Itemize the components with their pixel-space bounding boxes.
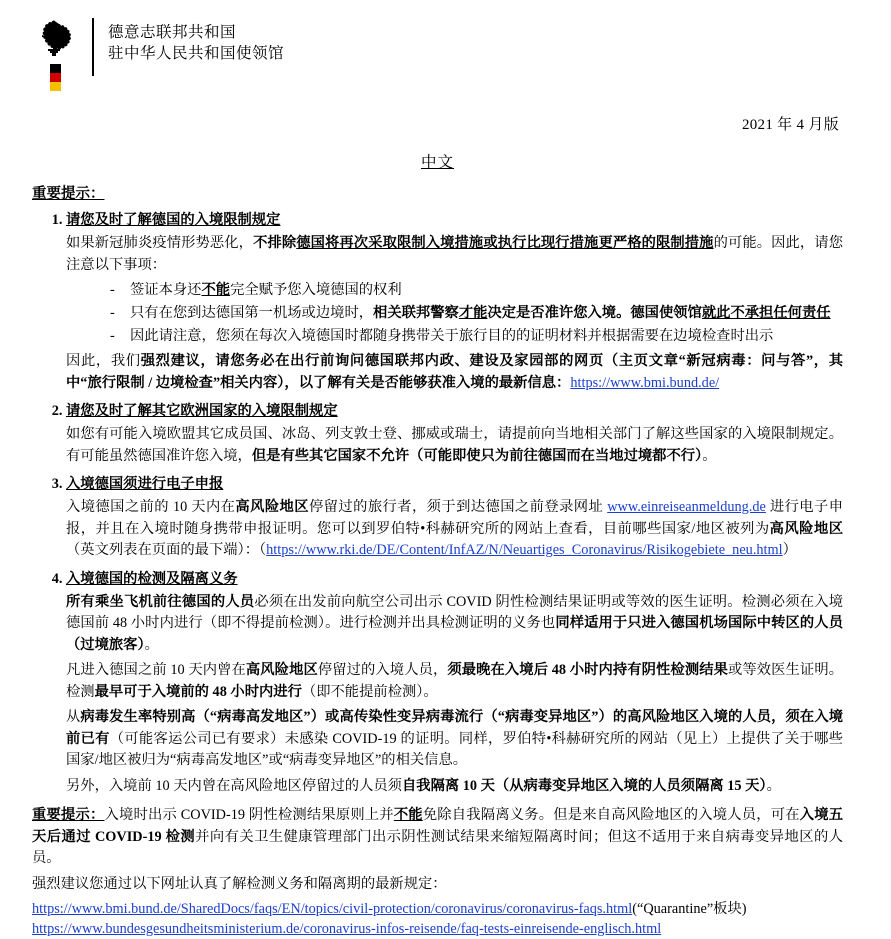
footer-link-row	[32, 919, 843, 939]
document-title: 中文	[420, 154, 454, 171]
text-run: 或等效医生证明。检测	[66, 662, 844, 700]
section-heading: 请您及时了解德国的入境限制规定	[66, 212, 281, 228]
text-run: 因此，我们	[66, 353, 141, 369]
text-run: 。	[702, 447, 717, 464]
text-run: ）	[782, 542, 797, 558]
paragraph	[66, 660, 843, 703]
text-run: 。	[766, 777, 781, 794]
section-body	[66, 592, 843, 798]
text-run: 如您有可能入境欧盟其它成员国、冰岛、列支敦士登、挪威或瑞士，请提前向当地相关部门了解这些国家的入境限制规定。有可能虽然德国准许您入境，	[66, 426, 843, 464]
footer-link-list	[32, 899, 843, 939]
text-run: 入境五天后通过 COVID-19 检测	[32, 807, 844, 845]
text-run: 自我隔离 10 天（从病毒变异地区入境的人员须隔离 15 天）	[401, 777, 767, 794]
text-run: 停留过的旅行者，须于到达德国之前登录网址	[308, 499, 608, 515]
section-heading: 入境德国的检测及隔离义务	[66, 570, 238, 587]
paragraph	[66, 776, 843, 798]
text-run: 凡进入德国之前 10 天内曾在	[66, 662, 246, 678]
paragraph	[66, 497, 843, 562]
text-run: 。	[144, 636, 159, 653]
text-run: 入境时出示 COVID-19 阴性检测结果原则上并	[104, 807, 394, 823]
important-notice-label: 重要提示：	[32, 186, 105, 202]
paragraph	[66, 707, 843, 772]
text-run: 免除自我隔离义务。但是来自高风险地区的入境人员，可在	[422, 807, 800, 823]
text-run: 入境前已有	[66, 709, 844, 747]
section-body	[66, 233, 843, 394]
text-run: 所有乘坐飞机前往德国的人员	[66, 593, 255, 610]
section-body	[66, 424, 843, 467]
paragraph	[66, 424, 843, 467]
header-divider	[92, 18, 94, 76]
text-run: 决定是否准许您入境。德国使领馆	[487, 305, 702, 321]
text-run: （英文列表在页面的最下端）：（	[66, 542, 267, 558]
document-header	[32, 18, 843, 91]
text-run: （即不能提前检测）。	[301, 683, 438, 700]
text-run: （可能客运公司已有要求）未感染 COVID-19 的证明。同样，罗伯特•科赫研究所的网站（见上）上提供了关于哪些国家/地区被归为“病毒高发地区”或“病毒变异地区”的相关信息。	[66, 730, 843, 768]
text-run: 只有在您到达德国第一机场或边境时，	[130, 305, 374, 321]
external-link[interactable]: https://www.bmi.bund.de/SharedDocs/faqs/EN/topics/civil-protection/coronavirus/coronavirus-faqs.html	[32, 901, 633, 917]
text-run: 或等效的医生证明。检测必须在入境德国前 48 小时内进行（即不得提前检测）。进行检测并出具检测证明的义务也	[66, 593, 844, 631]
text-run: 同样适用于只进入德国机场国际中转区的人员（过境旅客）	[66, 615, 843, 653]
text-run: 如果新冠肺炎疫情形势恶化，	[66, 235, 254, 251]
document-date-version: 2021 年 4 月版	[741, 117, 839, 133]
text-run: 入境德国之前的 10 天内在	[66, 499, 236, 515]
text-run: 但是有些其它国家不允许（可能即使只为前往德国而在当地过境都不行）	[251, 447, 703, 464]
section-body	[66, 497, 843, 562]
paragraph	[66, 592, 843, 657]
text-run: 相关联邦警察	[373, 305, 459, 321]
section-heading: 请您及时了解其它欧洲国家的入境限制规定	[66, 403, 338, 419]
text-run: 完全赋予您入境德国的权利	[230, 282, 402, 298]
footer-paragraph	[32, 805, 843, 870]
section-heading: 入境德国须进行电子申报	[66, 476, 224, 492]
dash-bullet-list	[66, 280, 843, 347]
footer-notice-label: 重要提示：	[32, 807, 105, 823]
footer-link-row	[32, 899, 843, 919]
organization-name	[108, 18, 284, 64]
paragraph	[66, 233, 843, 276]
list-item	[110, 326, 843, 347]
text-run: 强烈建议，请您务必在出行前询问德国联邦内政、建设及家园部的网页（主页文章“新冠病毒：问与答”，其中“旅行限制 / 边境检查”相关内容），以了解有关是否能够获准入境的最新信息：	[66, 353, 844, 391]
text-run: 停留过的入境人员，	[317, 662, 448, 678]
external-link[interactable]: https://www.bmi.bund.de/	[570, 374, 720, 391]
text-run: 德国将再次采取限制入境措施或执行比现行措施更严格的限制措施	[296, 235, 714, 251]
footer-important-notice	[32, 805, 843, 939]
text-run: 才能	[458, 305, 488, 321]
text-run: 高风险地区	[235, 499, 309, 515]
text-run: 并向有关卫生健康管理部门出示阴性测试结果来缩短隔离时间；但这不适用于来自病毒变异地区的人员。	[32, 828, 843, 866]
organization-line-1: 德意志联邦共和国	[108, 24, 237, 41]
link-suffix: (“Quarantine”板块)	[632, 901, 747, 917]
text-run: 另外，入境前 10 天内曾在高风险地区停留过的人员须	[66, 777, 402, 794]
text-run: 不能	[393, 807, 423, 823]
german-flag-icon	[50, 64, 61, 91]
emblem-group	[32, 18, 76, 91]
footer-advice: 强烈建议您通过以下网址认真了解检测义务和隔离期的最新规定：	[32, 875, 447, 892]
text-run: 病毒发生率特别高（“病毒高发地区”）或高传染性变异病毒流行（“病毒变异地区”）的高风险地区入境的人员，须在	[80, 709, 815, 725]
text-run: 因此请注意，您须在每次入境德国时都随身携带关于旅行目的的证明材料并根据需要在边境检查时出示	[130, 328, 774, 344]
list-item	[110, 303, 843, 324]
text-run: 须最晚在入境后 48 小时内持有阴性检测结果	[447, 662, 728, 678]
list-item	[110, 280, 843, 301]
text-run: 最早可于入境前的 48 小时内进行	[94, 683, 302, 700]
text-run: 就此不承担任何责任	[701, 305, 831, 321]
text-run: 高风险地区	[769, 520, 843, 537]
section-item	[66, 474, 843, 494]
german-federal-eagle-icon	[34, 18, 74, 60]
external-link[interactable]: www.einreiseanmeldung.de	[607, 499, 766, 515]
organization-line-2: 驻中华人民共和国使领馆	[108, 45, 285, 62]
section-item	[66, 401, 843, 421]
paragraph	[66, 351, 843, 394]
section-item	[66, 210, 843, 230]
text-run: 签证本身还	[130, 282, 202, 298]
text-run: 进行电子申报，并且在入境时随身携带申报证明。您可以到罗伯特•科赫研究所的网站上查看，目前哪些国家/地区被列为	[66, 499, 844, 537]
text-run: 的可能。因此，请您注意以下事项：	[66, 235, 843, 273]
section-list	[32, 210, 843, 797]
section-item	[66, 569, 843, 589]
text-run: 从	[66, 709, 81, 725]
external-link[interactable]: https://www.rki.de/DE/Content/InfAZ/N/Neuartiges_Coronavirus/Risikogebiete_neu.html	[266, 542, 783, 558]
text-run: 必须在出发前向航空公司出示 COVID 阴性检测结果证明	[254, 593, 612, 610]
text-run: 高风险地区	[245, 662, 318, 678]
text-run: 不排除	[253, 235, 297, 251]
external-link[interactable]: https://www.bundesgesundheitsministerium.de/coronavirus-infos-reisende/faq-tests-einreisende-englisch.html	[32, 921, 662, 937]
text-run: 不能	[201, 282, 231, 298]
